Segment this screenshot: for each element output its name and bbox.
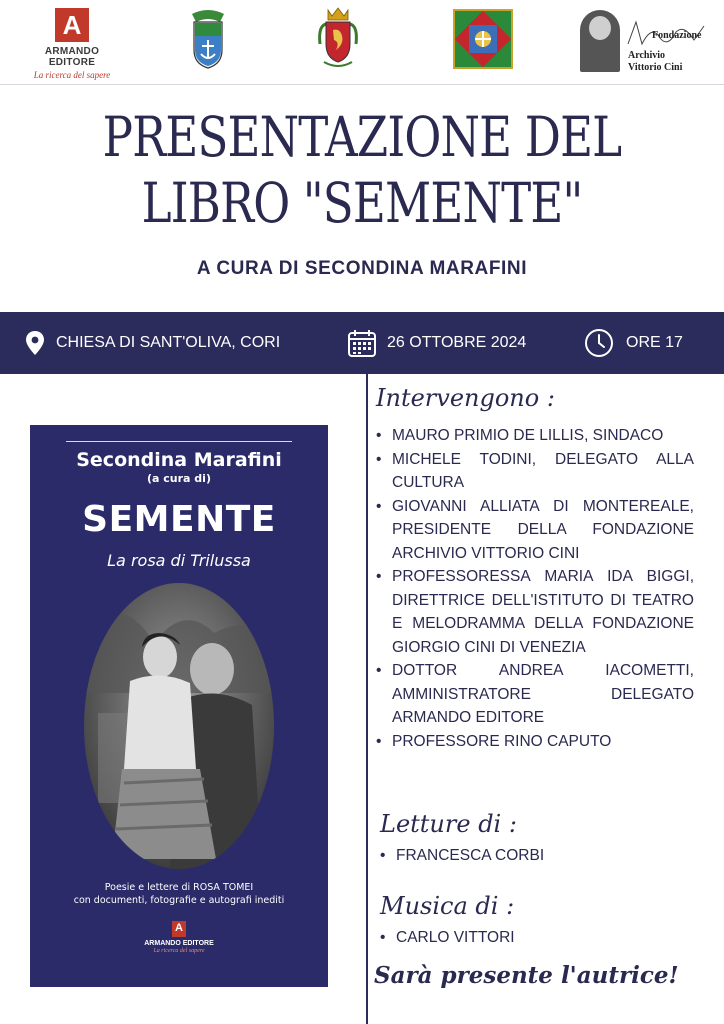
cover-rule — [66, 441, 292, 442]
event-date-text: 26 OTTOBRE 2024 — [387, 334, 527, 351]
cover-photo — [84, 583, 274, 869]
event-time-text: ORE 17 — [626, 334, 683, 351]
publisher-logo-icon — [172, 921, 186, 937]
clock-icon — [584, 328, 614, 358]
province-crest-icon — [186, 6, 230, 70]
event-time — [584, 312, 683, 374]
fondazione-name — [624, 30, 701, 74]
armando-brand: ARMANDO EDITORE — [44, 46, 100, 68]
list-item: • FRANCESCA CORBI — [380, 844, 698, 868]
event-location — [26, 312, 280, 374]
event-title-line2: LIBRO "SEMENTE" — [141, 171, 583, 235]
book-title: SEMENTE — [82, 499, 276, 540]
musicians-list — [380, 926, 698, 950]
logo-bar — [0, 0, 724, 84]
readers-list — [380, 844, 698, 868]
book-blurb-line1: Poesie e lettere di ROSA TOMEI — [104, 882, 254, 893]
header-divider — [0, 84, 724, 85]
event-location-text: CHIESA DI SANT'OLIVA, CORI — [56, 334, 281, 351]
book-author: Secondina Marafini — [76, 449, 282, 471]
armando-editore-logo — [22, 8, 122, 80]
lazio-region-emblem-icon — [452, 8, 514, 70]
list-item: • MICHELE TODINI, DELEGATO ALLA CULTURA — [376, 448, 694, 495]
publisher-tagline: La ricerca del sapere — [153, 948, 205, 954]
list-item: • GIOVANNI ALLIATA DI MONTEREALE, PRESIDENTE DELLA FONDAZIONE ARCHIVIO VITTORIO CINI — [376, 495, 694, 566]
fondazione-name-line2: Archivio — [628, 50, 666, 61]
book-blurb — [30, 881, 328, 907]
event-subtitle: A CURA DI SECONDINA MARAFINI — [196, 258, 528, 279]
list-item: • PROFESSORE RINO CAPUTO — [376, 730, 694, 754]
fondazione-name-line1: Fondazione — [652, 30, 702, 41]
speakers-heading: Intervengono : — [376, 384, 555, 412]
book-cover — [30, 425, 328, 987]
column-divider — [366, 374, 368, 1024]
list-item: • MAURO PRIMIO DE LILLIS, SINDACO — [376, 424, 694, 448]
closing-note: Sarà presente l'autrice! — [374, 962, 679, 989]
map-pin-icon — [26, 331, 44, 355]
event-date — [347, 312, 526, 374]
book-editor-note: (a cura di) — [147, 472, 211, 485]
book-blurb-line2: con documenti, fotografie e autografi inediti — [73, 895, 285, 906]
event-title-line1: PRESENTAZIONE DEL — [102, 105, 622, 169]
publisher-name: ARMANDO EDITORE — [144, 940, 214, 947]
fondazione-name-line3: Vittorio Cini — [628, 62, 683, 73]
event-title — [65, 104, 659, 236]
readings-heading: Letture di : — [380, 810, 517, 838]
cori-crest-icon — [316, 6, 360, 70]
speakers-list — [376, 424, 694, 753]
armando-tagline: La ricerca del sapere — [33, 70, 111, 80]
book-subtitle: La rosa di Trilussa — [107, 551, 251, 570]
list-item: • CARLO VITTORI — [380, 926, 698, 950]
cover-publisher — [30, 921, 328, 954]
list-item: • PROFESSORESSA MARIA IDA BIGGI, DIRETTRICE DELL'ISTITUTO DI TEATRO E MELODRAMMA DELLA FONDAZIONE GIORGIO CINI DI VENEZIA — [376, 565, 694, 659]
fondazione-cini-logo — [580, 10, 710, 74]
music-heading: Musica di : — [380, 892, 515, 920]
calendar-icon — [347, 328, 377, 358]
list-item: • DOTTOR ANDREA IACOMETTI, AMMINISTRATORE DELEGATO ARMANDO EDITORE — [376, 659, 694, 730]
vittorio-cini-portrait — [580, 10, 620, 72]
event-info-band — [0, 312, 724, 374]
armando-a-icon — [55, 8, 89, 42]
